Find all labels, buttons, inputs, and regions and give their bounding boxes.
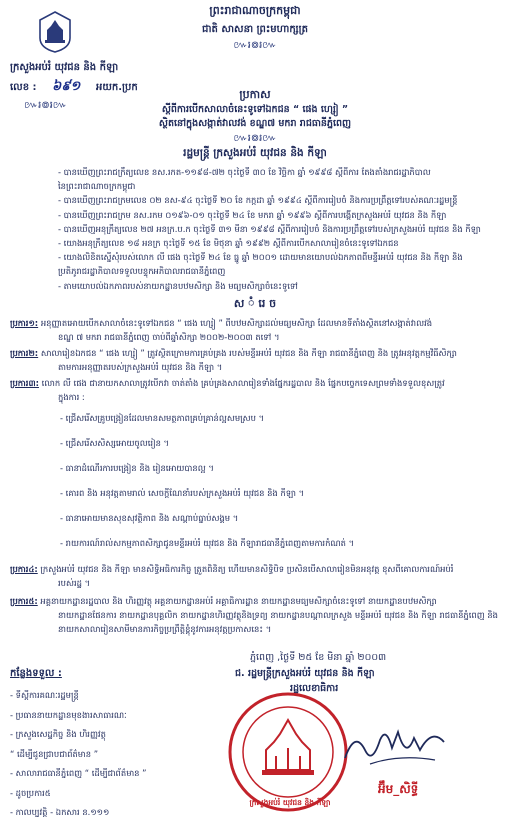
article-label: ប្រការ៤: <box>10 564 38 574</box>
article-text: នាយកសាលារៀនសាមីមានភារកិច្ចប្រព្រឹត្តិខ្ពុំនូវការអនុវត្តប្រកាសនេះ ។ <box>58 624 272 635</box>
article-4 <box>10 562 505 590</box>
article-text: សាលារៀនឯកជន “ ផេង ហ្សៀ ” ត្រូវស្ថិតក្រោមការគ្រប់គ្រង របស់មន្ទីរអប់រំ យុវជន និង កីឡា រាជធានីភ្នំពេញ និង ត្រូវអនុវត្តកម្មវិធីសិក្សា <box>40 348 457 358</box>
reference-suffix: អយក.ប្រក <box>96 82 138 93</box>
consideration-item: - តាមយោបល់ឯកភាពរបស់នាយកដ្ឋានបឋមសិក្សា និង មធ្យមសិក្សាចំនេះទូទៅ <box>58 280 298 291</box>
official-stamp-icon <box>226 690 350 814</box>
ministry-name: ក្រសួងអប់រំ យុវជន និង កីឡា <box>10 62 119 73</box>
recipient-item: - ទីស្តីការគណៈរដ្ឋមន្ត្រី <box>10 690 79 700</box>
subject-line-2: ស្ថិតនៅក្នុងសង្កាត់វាលវង់ ខណ្ឌ៧ មករា រាជធានីភ្នំពេញ <box>158 118 352 129</box>
ministry-logo-icon <box>36 10 74 54</box>
kingdom-title: ព្រះរាជាណាចក្រកម្ពុជា <box>209 4 301 17</box>
prakas-title: ប្រកាស <box>239 88 271 101</box>
duty-item: - រាយការណ៍រាល់សកម្មភាពសិក្សាជូនមន្ទីរអប់រំ យុវជន និង កីឡារាជធានីភ្នំពេញតាមការកំណត់ ។ <box>60 538 355 548</box>
article-label: ប្រការ៥: <box>10 596 38 606</box>
article-2 <box>10 346 505 374</box>
article-text: នាយកដ្ឋានផែនការ នាយកដ្ឋានបុគ្គលិក នាយកដ្ឋានហិរញ្ញវត្ថុនិងទ្រព្យ នាយកដ្ឋានបណ្តាលក្រសួង មន្ទីរអប់រំ យុវជន និង កីឡា រាជធានីភ្នំពេញ និង <box>58 610 498 621</box>
signatory-name: អ៊ឹម_សិទ្ធី <box>378 782 419 796</box>
article-label: ប្រការ២: <box>10 348 39 358</box>
header-ornament: ៚៛៙៛៚ <box>233 40 277 51</box>
consideration-item: - បានឃើញព្រះរាជក្រឹត្យលេខ នស.រកត-១១៩៨-៧២ ចុះថ្ងៃទី ៣០ ខែ វិច្ឆិកា ឆ្នាំ ១៩៩៨ ស្តីពីការ តែងតាំងរាជរដ្ឋាភិបាល <box>58 167 431 177</box>
article-text: លោក លី ផេង ជានាយកសាលាត្រូវបើកវា ចាត់តាំង គ្រប់គ្រងសាលារៀនទាំងផ្នែករដ្ឋបាល និង ផ្នែកបច្ចេកទេសព្រមទាំងទទួលខុសត្រូវ <box>41 378 445 388</box>
handwritten-signature-icon <box>340 720 450 770</box>
signatory-title-2: រដ្ឋលេខាធិការ <box>290 683 339 694</box>
duty-item: - ធានាអោយមានសុខសុវត្ថិភាព និង សណ្តាប់ធ្នាប់សង្គម ។ <box>60 513 239 523</box>
considerations-list <box>58 165 503 293</box>
reference-number: ៦៩១ <box>52 79 81 94</box>
consideration-item: - យោងអនុក្រឹត្យលេខ ១៨ អនក្រ ចុះថ្ងៃទី ១៥ ខែ មិថុនា ឆ្នាំ ១៩៩២ ស្តីពីការបើកសាលារៀនចំនេះទូទៅឯកជន <box>58 238 399 249</box>
article-label: ប្រការ៣: <box>10 378 39 388</box>
article-text: ក្នុងការ : <box>58 392 85 403</box>
national-motto: ជាតិ សាសនា ព្រះមហាក្សត្រ <box>202 24 308 35</box>
article-1 <box>10 316 505 344</box>
article-text: អនុញ្ញាតអោយបើកសាលាចំនេះទូទៅឯកជន “ ផេង ហ្សៀ ” ពីបឋមសិក្សាដល់មធ្យមសិក្សា ដែលមានទីតាំងស្ថិតនៅសង្កាត់វាលវង់ <box>40 318 433 328</box>
recipients-list <box>10 686 220 823</box>
recipient-item: - សាលារាជធានីភ្នំពេញ “ ដើម្បីជាព័ត៌មាន ” <box>10 768 147 778</box>
consideration-item: - យោងលិខិតស្នើសុំរបស់លោក លី ផេង ចុះថ្ងៃទី ២៤ ខែ ធ្នូ ឆ្នាំ ២០០១ ដោយមានយោបល់ឯកភាពពីមន្ទីរអប់រំ យុវជន និង កីឡា និង <box>58 252 463 263</box>
decision-heading: ស ំ រេ ច <box>233 297 277 310</box>
duties-list <box>60 406 500 556</box>
signatory-title-1: ជ. រដ្ឋមន្ត្រីក្រសួងអប់រំ យុវជន និង កីឡា <box>235 668 375 679</box>
article-text: តាមការអនុញ្ញាតរបស់ក្រសួងអប់រំ យុវជន និង កីឡា ។ <box>58 362 223 373</box>
article-text: ខណ្ឌ ៧ មករា រាជធានីភ្នំពេញ ចាប់ពីឆ្នាំសិក្សា ២០០២-២០០៣ តទៅ ។ <box>58 332 280 343</box>
recipient-item: - ដូចប្រការ៥ <box>10 787 51 798</box>
ministry-ornament: ៚៛៙៛៚ <box>24 100 67 111</box>
article-text: ក្រសួងអប់រំ យុវជន និង កីឡា មានសិទ្ធិអធិការកិច្ច ត្រួតពិនិត្យ ហើយមានសិទ្ធិបិទ ប្រសិនបើសាលារៀនមិនអនុវត្ត ខុសពីគោលការណ៍អប់រំ <box>40 564 454 574</box>
duty-item: - ធានាដំណើរការបង្រៀន និង រៀនអោយបានល្អ ។ <box>60 463 214 473</box>
recipient-item: “ ដើម្បីជូនជ្រាបជាព័ត៌មាន ” <box>10 748 99 759</box>
article-3 <box>10 376 505 404</box>
date-line: ភ្នំពេញ ,ថ្ងៃទី ២៥ ខែ មិនា ឆ្នាំ ២០០៣ <box>250 652 387 663</box>
reference-label: លេខ : <box>10 82 37 93</box>
recipient-item: - កាលប្បវត្តិ - ឯកសារ ន.១១១ <box>10 807 110 817</box>
consideration-item: នៃព្រះរាជាណាចក្រកម្ពុជា <box>58 181 136 192</box>
duty-item: - ជ្រើសរើសសិស្សអោយចូលរៀន ។ <box>60 438 170 448</box>
recipient-item: - ក្រសួងសេដ្ឋកិច្ច និង ហិរញ្ញវត្ថុ <box>10 729 106 739</box>
consideration-item: - បានឃើញព្រះរាជក្រម នស.រកម ០១៩៦-០១ ចុះថ្ងៃទី ២៤ ខែ មករា ឆ្នាំ ១៩៩៦ ស្តីពីការបង្កើតក្រសួងអប់រំ យុវជន និង កីឡា <box>58 209 447 220</box>
recipient-item: - ប្រធាននាយកដ្ឋានមុខងារសាធារណៈ <box>10 709 127 720</box>
consideration-item: - បានឃើញព្រះរាជក្រមលេខ ០២ នស-៩៤ ចុះថ្ងៃទី ២០ ខែ កក្កដា ឆ្នាំ ១៩៩៤ ស្តីពីការរៀបចំ និងការប្រព្រឹត្តទៅរបស់គណៈរដ្ឋមន្ត្រី <box>58 195 458 206</box>
subject-line-1: ស្តីពីការបើកសាលាចំនេះទូទៅឯកជន “ ផេង ហ្សៀ ” <box>161 104 349 115</box>
article-5 <box>10 594 505 637</box>
article-text: អគ្គនាយកដ្ឋានរដ្ឋបាល និង ហិរញ្ញវត្ថុ អគ្គនាយកដ្ឋានអប់រំ អគ្គាធិការដ្ឋាន នាយកដ្ឋានមធ្យមសិក្សាចំនេះទូទៅ នាយកដ្ឋានបឋមសិក្សា <box>40 596 437 606</box>
minister-title: រដ្ឋមន្ត្រី ក្រសួងអប់រំ យុវជន និង កីឡា <box>183 147 327 159</box>
duty-item: - គោរព និង អនុវត្តតាមរាល់ សេចក្តីណែនាំរបស់ក្រសួងអប់រំ យុវជន និង កីឡា ។ <box>60 488 305 498</box>
duty-item: - ជ្រើសរើសគ្រូបង្រៀនដែលមានសមត្ថភាពគ្រប់គ្រាន់ល្អសមស្រប ។ <box>60 413 265 423</box>
title-ornament: ៚៛៙៛៚ <box>233 133 277 144</box>
recipients-heading: កន្លែងទទួល : <box>10 668 62 679</box>
stamp-caption: ក្រសួងអប់រំ យុវជន និង កីឡា <box>249 798 331 807</box>
article-text: របស់រដ្ឋ ។ <box>58 578 91 589</box>
consideration-item: - បានឃើញអនុក្រឹត្យលេខ ២៧ អនក្រ.ប.ក ចុះថ្ងៃទី ៣១ មីនា ១៩៩៨ ស្តីពីការរៀបចំ និងការប្រព្រឹត្តទៅរបស់ក្រសួងអប់រំ យុវជន និង កីឡា <box>58 223 481 234</box>
article-label: ប្រការ១: <box>10 318 39 328</box>
consideration-item: ប្រតិភូរាជរដ្ឋាភិបាលទទួលបន្ទុកអភិបាលរាជធានីភ្នំពេញ <box>58 266 226 277</box>
